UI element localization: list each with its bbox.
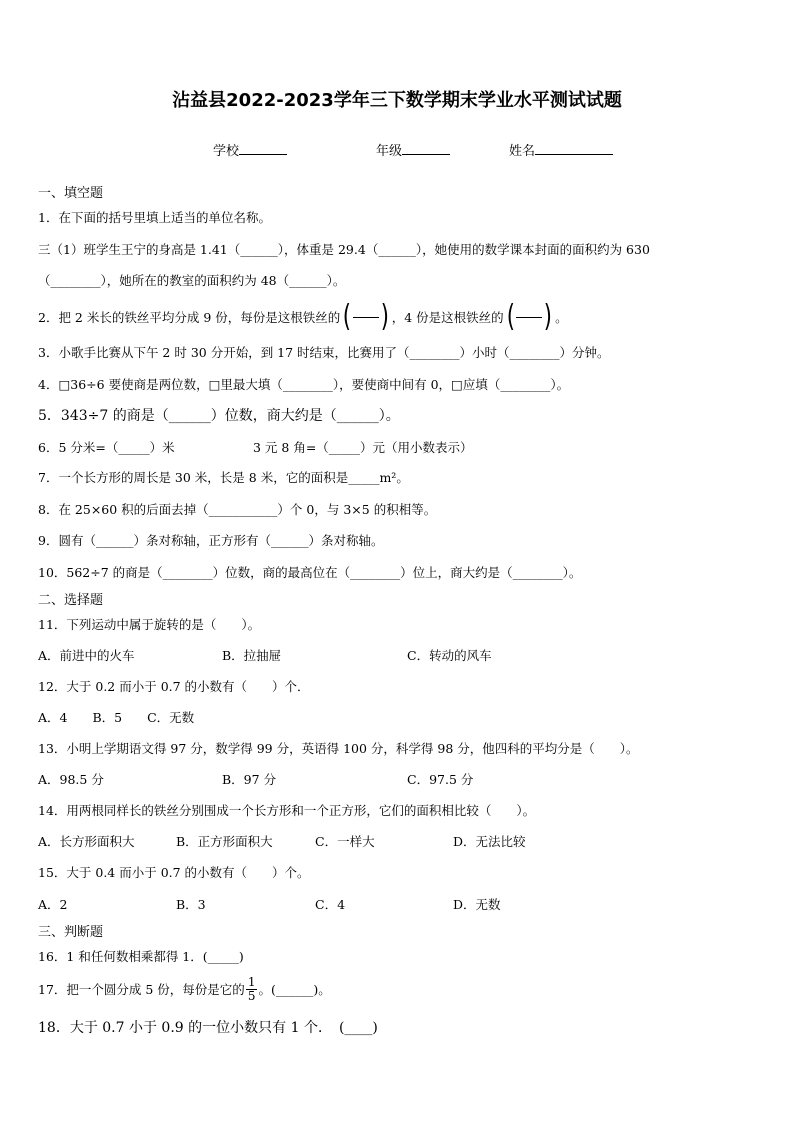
question-10: 10．562÷7 的商是（________）位数，商的最高位在（________）位上，商大约是（________）。 — [38, 565, 582, 580]
section-fill-in: 一、填空题 — [38, 186, 104, 201]
question-2-text-c: 。 — [555, 310, 568, 325]
option-14-d[interactable]: D．无法比较 — [453, 834, 526, 849]
option-14-a[interactable]: A．长方形面积大 — [38, 834, 135, 849]
question-17 — [38, 972, 331, 1006]
section-judge: 三、判断题 — [38, 925, 104, 940]
question-5: 5．343÷7 的商是（______）位数，商大约是（______）。 — [38, 408, 400, 424]
fraction-numerator: 1 — [247, 974, 256, 989]
question-13: 13．小明上学期语文得 97 分，数学得 99 分，英语得 100 分，科学得 98 分，他四科的平均分是（ ）。 — [38, 741, 639, 756]
question-18: 18．大于 0.7 小于 0.9 的一位小数只有 1 个． (____) — [38, 1020, 378, 1036]
name-label: 姓名 — [509, 144, 536, 159]
page-title: 沾益县2022-2023学年三下数学期末学业水平测试试题 — [172, 90, 622, 111]
grade-label: 年级 — [376, 144, 403, 159]
question-1-line-a: 三（1）班学生王宁的身高是 1.41（______），体重是 29.4（______），她使用的数学课本封面的面积约为 630 — [38, 242, 650, 257]
fraction-blank-2[interactable]: ( ) — [506, 299, 553, 334]
grade-field[interactable] — [376, 140, 450, 159]
question-8: 8．在 25×60 积的后面去掉（___________）个 0，与 3×5 的积相等。 — [38, 502, 437, 517]
option-13-c[interactable]: C．97.5 分 — [407, 772, 474, 787]
name-field[interactable] — [509, 140, 613, 159]
option-13-b[interactable]: B．97 分 — [222, 772, 277, 787]
option-15-b[interactable]: B．3 — [176, 897, 206, 912]
question-17-text-a: 17．把一个圆分成 5 份，每份是它的 — [38, 982, 245, 997]
question-2-text-b: ，4 份是这根铁丝的 — [391, 310, 504, 325]
question-12: 12．大于 0.2 而小于 0.7 的小数有（ ）个． — [38, 679, 310, 694]
question-7: 7．一个长方形的周长是 30 米，长是 8 米，它的面积是_____m²。 — [38, 470, 409, 485]
question-15: 15．大于 0.4 而小于 0.7 的小数有（ ）个。 — [38, 865, 310, 880]
option-15-a[interactable]: A．2 — [38, 897, 68, 912]
section-choice: 二、选择题 — [38, 593, 104, 608]
option-14-b[interactable]: B．正方形面积大 — [176, 834, 273, 849]
question-11: 11．下列运动中属于旋转的是（ ）。 — [38, 617, 261, 632]
grade-blank[interactable] — [402, 142, 450, 155]
fraction-denominator: 5 — [247, 988, 256, 1003]
name-blank[interactable] — [535, 142, 613, 155]
question-14: 14．用两根同样长的铁丝分别围成一个长方形和一个正方形，它们的面积相比较（ ）。 — [38, 803, 536, 818]
question-2 — [38, 300, 568, 334]
school-field[interactable] — [213, 140, 287, 159]
question-6a: 6．5 分米=（_____）米 — [38, 440, 175, 455]
question-4: 4．□36÷6 要使商是两位数，□里最大填（________），要使商中间有 0，□应填（________）。 — [38, 377, 570, 392]
question-9: 9．圆有（______）条对称轴，正方形有（______）条对称轴。 — [38, 533, 384, 548]
school-blank[interactable] — [239, 142, 287, 155]
question-16: 16．1 和任何数相乘都得 1．(_____) — [38, 949, 244, 964]
option-14-c[interactable]: C．一样大 — [315, 834, 375, 849]
option-11-b[interactable]: B．拉抽屉 — [222, 648, 282, 663]
fraction-one-fifth — [246, 976, 258, 1003]
question-2-text-a: 2．把 2 米长的铁丝平均分成 9 份，每份是这根铁丝的 — [38, 310, 341, 325]
question-6b: 3 元 8 角=（_____）元（用小数表示） — [253, 440, 473, 455]
option-13-a[interactable]: A．98.5 分 — [38, 772, 104, 787]
option-11-a[interactable]: A．前进中的火车 — [38, 648, 135, 663]
options-12[interactable]: A．4 B．5 C．无数 — [38, 710, 195, 725]
option-15-d[interactable]: D．无数 — [453, 897, 501, 912]
question-1-line-b: （________），她所在的教室的面积约为 48（______）。 — [38, 273, 346, 288]
option-15-c[interactable]: C．4 — [315, 897, 346, 912]
fraction-blank-1[interactable]: ( ) — [343, 299, 389, 334]
option-11-c[interactable]: C．转动的风车 — [407, 648, 492, 663]
school-label: 学校 — [213, 144, 240, 159]
question-3: 3．小歌手比赛从下午 2 时 30 分开始，到 17 时结束，比赛用了（________）小时（________）分钟。 — [38, 345, 610, 360]
question-17-text-b: 。(______)。 — [258, 982, 331, 997]
question-1: 1．在下面的括号里填上适当的单位名称。 — [38, 210, 271, 225]
